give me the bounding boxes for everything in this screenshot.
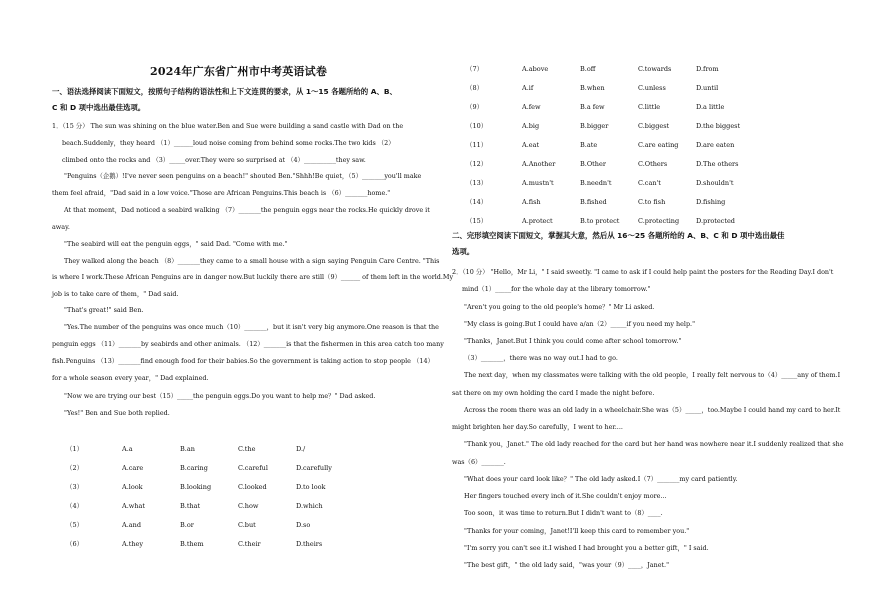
section2-heading-line1: 二、完形填空阅读下面短文，掌握其大意，然后从 16～25 各题所给的 A、B、C 和 D 项中选出最佳	[452, 231, 785, 240]
passage1-line: them feel afraid，"Dad said in a low voice."Those are African Penguins.This beach is （6）_______home."	[52, 189, 391, 197]
option-row	[66, 515, 354, 534]
options-right-table	[466, 59, 754, 230]
option-c[interactable]: C.how	[238, 501, 259, 510]
passage2-line: 2．（10 分） "Hello，Mr Li，" I said sweetly. "I came to ask if I could help paint the posters for the Reading Day.I don't	[452, 268, 834, 276]
option-a[interactable]: A.protect	[522, 216, 553, 225]
passage2-line: Her fingers touched every inch of it.She couldn't enjoy more...	[464, 492, 667, 500]
option-d[interactable]: D.from	[696, 64, 719, 73]
option-b[interactable]: B.bigger	[580, 121, 609, 130]
option-num: （12）	[466, 160, 488, 168]
options-left-table	[66, 439, 354, 553]
section1-heading	[52, 84, 442, 116]
option-num: （3）	[66, 483, 84, 491]
option-c[interactable]: C.careful	[238, 463, 268, 472]
option-a[interactable]: A.few	[522, 102, 541, 111]
option-row	[66, 496, 354, 515]
option-row	[66, 534, 354, 553]
option-b[interactable]: B.fished	[580, 197, 607, 206]
option-a[interactable]: A.big	[522, 121, 540, 130]
passage2-line: "Thank you，Janet." The old lady reached for the card but her hand was nowhere near it.I suddenly realized that she	[464, 440, 844, 448]
option-c[interactable]: C.little	[638, 102, 661, 111]
passage1-line: 1．（15 分） The sun was shining on the blue water.Ben and Sue were building a sand castle with Dad on the	[52, 122, 404, 130]
option-num: （1）	[66, 445, 84, 453]
option-b[interactable]: B.needn't	[580, 178, 612, 187]
passage1-line: fish.Penguins （13）_______find enough food for their babies.So the government is taking action to stop people （14）	[52, 357, 434, 365]
passage1-line: At that moment，Dad noticed a seabird walking （7）_______the penguin eggs near the rocks.He quickly drove it	[64, 206, 430, 214]
option-num: （11）	[466, 141, 488, 149]
option-a[interactable]: A.what	[122, 501, 145, 510]
option-d[interactable]: D./	[296, 444, 306, 453]
option-num: （8）	[466, 84, 484, 92]
passage1-line: is where I work.These African Penguins are in danger now.But luckily there are still（9）______ of them left in the world.My	[52, 273, 454, 281]
option-b[interactable]: B.off	[580, 64, 596, 73]
option-a[interactable]: A.above	[522, 64, 549, 73]
option-b[interactable]: B.looking	[180, 482, 212, 491]
option-b[interactable]: B.when	[580, 83, 605, 92]
passage1-line: for a whole season every year，" Dad explained.	[52, 374, 209, 382]
option-a[interactable]: A.if	[522, 83, 534, 92]
option-c[interactable]: C.but	[238, 520, 256, 529]
option-d[interactable]: D.theirs	[296, 539, 323, 548]
passage2-line: was（6）_______.	[452, 458, 506, 466]
passage1-line: job is to take care of them，" Dad said.	[52, 290, 179, 298]
option-num: （7）	[466, 65, 484, 73]
passage2-line: The next day，when my classmates were talking with the old people，I really felt nervous to（4）_____any of them.I	[464, 371, 841, 379]
passage2-line: Too soon，it was time to return.But I didn't want to（8）____.	[464, 509, 663, 517]
passage1-line: climbed onto the rocks and （3）_____over.They were so surprised at （4）__________they saw.	[62, 156, 366, 164]
option-d[interactable]: D.shouldn't	[696, 178, 734, 187]
option-c[interactable]: C.unless	[638, 83, 666, 92]
option-row	[466, 78, 754, 97]
passage2-line: mind（1）_____for the whole day at the library tomorrow."	[462, 285, 651, 293]
option-a[interactable]: A.Another	[522, 159, 556, 168]
option-num: （13）	[466, 179, 488, 187]
option-row	[66, 477, 354, 496]
option-c[interactable]: C.to fish	[638, 197, 666, 206]
passage1-line: "That's great!" said Ben.	[64, 306, 144, 314]
passage2-line: "The best gift，" the old lady said，"was your（9）____，Janet."	[464, 561, 670, 569]
section2-heading-line2: 选项。	[452, 247, 475, 256]
option-d[interactable]: D.carefully	[296, 463, 332, 472]
option-row	[66, 458, 354, 477]
passage1-line: penguin eggs （11）_______by seabirds and other animals. （12）_______is that the fishermen in this area catch too many	[52, 340, 444, 348]
option-a[interactable]: A.a	[122, 444, 133, 453]
passage2-line: "I'm sorry you can't see it.I wished I had brought you a better gift，" I said.	[464, 544, 709, 552]
option-row	[66, 439, 354, 458]
passage1-line: "Yes.The number of the penguins was once much（10）_______，but it isn't very big anymore.One reason is that the	[64, 323, 439, 331]
option-c[interactable]: C.biggest	[638, 121, 670, 130]
option-num: （2）	[66, 464, 84, 472]
passage1-line: beach.Suddenly，they heard （1）______loud noise coming from behind some rocks.The two kids （2）	[62, 139, 395, 147]
option-b[interactable]: B.an	[180, 444, 195, 453]
option-num: （15）	[466, 217, 488, 225]
option-c[interactable]: C.towards	[638, 64, 672, 73]
option-row	[466, 192, 754, 211]
passage2-line: "Thanks for your coming，Janet!I'll keep this card to remember you."	[464, 527, 690, 535]
option-d[interactable]: D.are eaten	[696, 140, 735, 149]
option-b[interactable]: B.a few	[580, 102, 605, 111]
option-a[interactable]: A.look	[122, 482, 143, 491]
passage2-line: "Thanks，Janet.But I think you could come after school tomorrow."	[464, 337, 682, 345]
option-row	[466, 173, 754, 192]
section1-heading-line2: C 和 D 项中选出最佳选项。	[52, 103, 146, 112]
option-b[interactable]: B.Other	[580, 159, 606, 168]
passage2-line: "Aren't you going to the old people's home？" Mr Li asked.	[464, 303, 655, 311]
option-row	[466, 135, 754, 154]
passage2-line: "My class is going.But I could have a/an（2）_____if you need my help."	[464, 320, 696, 328]
option-a[interactable]: A.fish	[522, 197, 541, 206]
option-d[interactable]: D.to look	[296, 482, 326, 491]
option-c[interactable]: C.looked	[238, 482, 267, 491]
passage1-line: "Penguins（企鹅）!I've never seen penguins on a beach!" shouted Ben."Shhh!Be quiet，（5）_______you'll make	[64, 172, 422, 180]
option-b[interactable]: B.or	[180, 520, 194, 529]
option-b[interactable]: B.that	[180, 501, 201, 510]
option-num: （9）	[466, 103, 484, 111]
section1-heading-line1: 一、语法选择阅读下面短文，按照句子结构的语法性和上下文连贯的要求，从 1～15 各题所给的 A、B、	[52, 87, 397, 96]
option-num: （14）	[466, 198, 488, 206]
option-b[interactable]: B.caring	[180, 463, 208, 472]
option-row	[466, 116, 754, 135]
option-d[interactable]: D.which	[296, 501, 323, 510]
option-num: （10）	[466, 122, 488, 130]
option-d[interactable]: D.so	[296, 520, 311, 529]
option-d[interactable]: D.The others	[696, 159, 739, 168]
passage2-line: "What does your card look like？" The old lady asked.I（7）_______my card patiently.	[464, 475, 738, 483]
option-a[interactable]: A.they	[122, 539, 144, 548]
option-d[interactable]: D.fishing	[696, 197, 726, 206]
option-c[interactable]: C.the	[238, 444, 256, 453]
passage1-line: "Now we are trying our best（15）_____the penguin eggs.Do you want to help me？" Dad asked.	[64, 392, 376, 400]
page-title: 2024年广东省广州市中考英语试卷	[150, 65, 328, 78]
option-d[interactable]: D.until	[696, 83, 719, 92]
option-d[interactable]: D.a little	[696, 102, 725, 111]
option-c[interactable]: C.protecting	[638, 216, 680, 225]
option-b[interactable]: B.ate	[580, 140, 598, 149]
option-c[interactable]: C.can't	[638, 178, 661, 187]
option-num: （4）	[66, 502, 84, 510]
option-row	[466, 154, 754, 173]
option-num: （6）	[66, 540, 84, 548]
option-c[interactable]: C.are eating	[638, 140, 679, 149]
passage2-line: sat there on my own holding the card I made the night before.	[452, 389, 655, 397]
passage2-line: （3）_______，there was no way out.I had to go.	[464, 354, 618, 362]
passage2-line: might brighten her day.So carefully，I went to her....	[452, 423, 623, 431]
option-a[interactable]: A.care	[122, 463, 144, 472]
passage2-line: Across the room there was an old lady in a wheelchair.She was（5）_____，too.Maybe I could hand my card to her.It	[464, 406, 841, 414]
passage1-line: "Yes!" Ben and Sue both replied.	[64, 409, 170, 417]
option-b[interactable]: B.to protect	[580, 216, 620, 225]
option-num: （5）	[66, 521, 84, 529]
option-row	[466, 97, 754, 116]
option-row	[466, 59, 754, 78]
option-d[interactable]: D.the biggest	[696, 121, 741, 130]
passage1-line: "The seabird will eat the penguin eggs，" said Dad. "Come with me."	[64, 240, 288, 248]
option-a[interactable]: A.and	[122, 520, 141, 529]
option-a[interactable]: A.eat	[522, 140, 540, 149]
section2-heading	[452, 228, 832, 260]
passage1-line: They walked along the beach （8）_______they came to a small house with a sign saying Penguin Care Centre. "This	[64, 257, 440, 265]
option-b[interactable]: B.them	[180, 539, 204, 548]
option-a[interactable]: A.mustn't	[522, 178, 554, 187]
passage1-line: away.	[52, 223, 70, 231]
option-c[interactable]: C.Others	[638, 159, 668, 168]
option-c[interactable]: C.their	[238, 539, 261, 548]
option-d[interactable]: D.protected	[696, 216, 735, 225]
